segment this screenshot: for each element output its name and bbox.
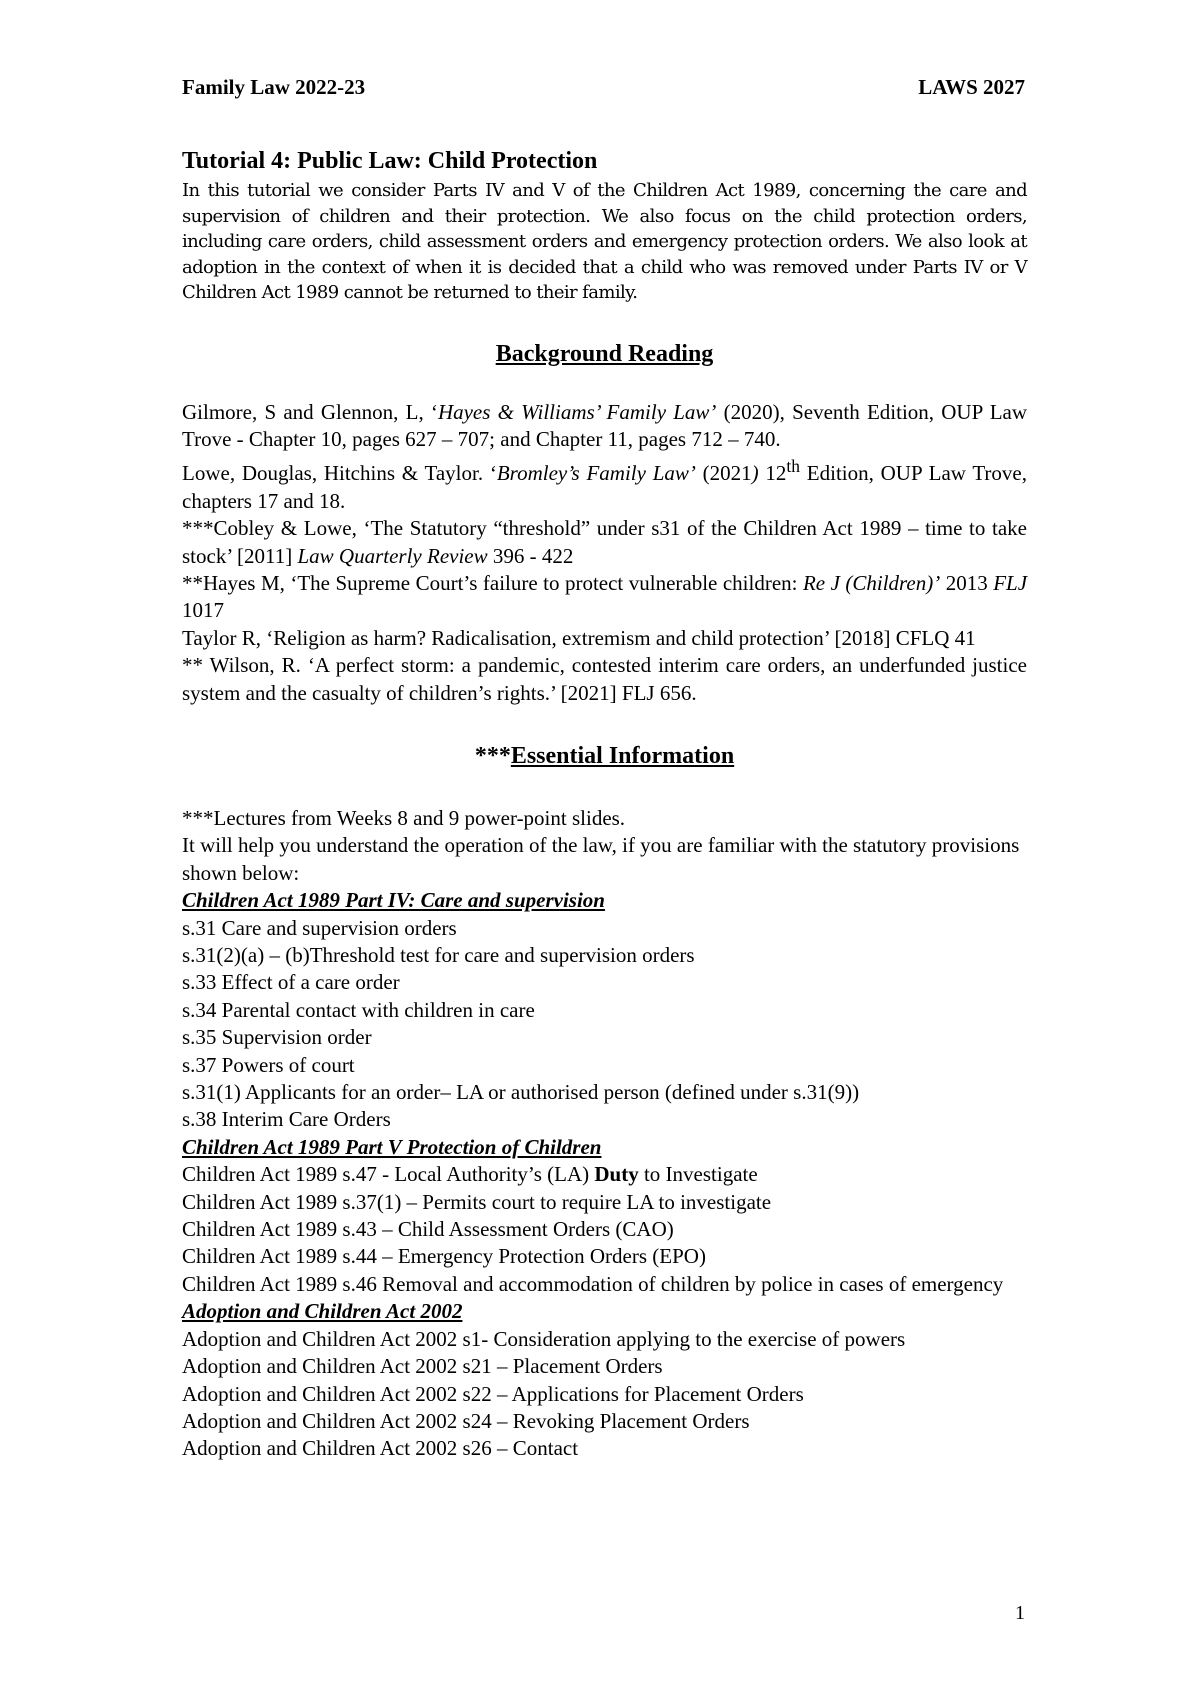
provision-item: s.31(1) Applicants for an order– LA or authorised person (defined under s.31(9)) bbox=[182, 1080, 860, 1105]
adoption-act-title: Adoption and Children Act 2002 bbox=[182, 1299, 463, 1324]
reading-item: ***Cobley & Lowe, ‘The Statutory “threshold” under s31 of the Children Act 1989 – time to take stock’ [2011] Law Quarterly Review 396 - 422 bbox=[182, 516, 1027, 568]
background-reading-heading-text: Background Reading bbox=[495, 340, 714, 367]
provision-item: s.34 Parental contact with children in care bbox=[182, 997, 535, 1022]
header-course-code: LAWS 2027 bbox=[918, 75, 1025, 99]
reading-item: Gilmore, S and Glennon, L, ‘Hayes & Williams’ Family Law’ (2020), Seventh Edition, OUP Law Trove - Chapter 10, pages 627 – 707; and Chapter 11, pages 712 – 740. bbox=[182, 399, 1028, 451]
tutorial-intro: In this tutorial we consider Parts IV and V of the Children Act 1989, concerning the care and supervision of children and their protection. We also focus on the child protection orders, including care orders, child assessment orders and emergency protection orders. We also look at adoption in the context of when it is decided that a child who was removed under Parts IV or V Children Act 1989 cannot be returned to their family. bbox=[182, 180, 1027, 303]
page-number: 1 bbox=[1015, 1602, 1025, 1624]
provision-item: Children Act 1989 s.37(1) – Permits court to require LA to investigate bbox=[182, 1189, 772, 1214]
reading-item: Lowe, Douglas, Hitchins & Taylor. ‘Bromley’s Family Law’ (2021) 12th Edition, OUP Law Trove, chapters 17 and 18. bbox=[182, 456, 1027, 513]
provision-item: s.37 Powers of court bbox=[182, 1052, 355, 1077]
book-title: Bromley’s Family Law’ bbox=[496, 461, 696, 486]
journal-title: FLJ bbox=[993, 570, 1028, 595]
provision-item: s.38 Interim Care Orders bbox=[182, 1107, 391, 1132]
book-title: Hayes & Williams’ Family Law’ bbox=[437, 399, 717, 424]
help-note: It will help you understand the operation of the law, if you are familiar with the statutory provisions shown below: bbox=[182, 833, 1020, 885]
part-iv-title: Children Act 1989 Part IV: Care and supervision bbox=[182, 888, 605, 913]
provision-item: s.35 Supervision order bbox=[182, 1025, 372, 1050]
provision-item: Adoption and Children Act 2002 s1- Consideration applying to the exercise of powers bbox=[182, 1326, 906, 1351]
lectures-note: ***Lectures from Weeks 8 and 9 power-point slides. bbox=[182, 805, 626, 830]
reading-item: ** Wilson, R. ‘A perfect storm: a pandemic, contested interim care orders, an underfunded justice system and the casualty of children’s rights.’ [2021] FLJ 656. bbox=[182, 653, 1027, 705]
case-name: Re J (Children)’ bbox=[802, 570, 941, 595]
essential-information bbox=[182, 805, 1027, 1463]
journal-title: Law Quarterly Review bbox=[297, 543, 488, 568]
part-v-title: Children Act 1989 Part V Protection of Children bbox=[182, 1134, 602, 1159]
tutorial-title: Tutorial 4: Public Law: Child Protection bbox=[182, 148, 598, 174]
provision-item: Children Act 1989 s.46 Removal and accommodation of children by police in cases of emergency bbox=[182, 1271, 1004, 1296]
background-reading-heading bbox=[182, 339, 1027, 369]
reading-list bbox=[182, 399, 1027, 707]
essential-information-heading: ***Essential Information bbox=[474, 742, 735, 769]
header-course: Family Law 2022-23 bbox=[182, 75, 366, 99]
provision-item: Children Act 1989 s.43 – Child Assessment Orders (CAO) bbox=[182, 1217, 674, 1242]
reading-item: **Hayes M, ‘The Supreme Court’s failure to protect vulnerable children: Re J (Children)’ 2013 FLJ 1017 bbox=[182, 570, 1028, 623]
provision-item: Adoption and Children Act 2002 s24 – Revoking Placement Orders bbox=[182, 1408, 750, 1433]
provision-item: s.33 Effect of a care order bbox=[182, 970, 400, 995]
provision-item: Children Act 1989 s.47 - Local Authority’s (LA) Duty to Investigate bbox=[182, 1162, 758, 1187]
provision-item: Adoption and Children Act 2002 s26 – Contact bbox=[182, 1436, 579, 1461]
provision-item: s.31 Care and supervision orders bbox=[182, 915, 457, 940]
provision-item: Adoption and Children Act 2002 s22 – Applications for Placement Orders bbox=[182, 1381, 804, 1406]
provision-item: Adoption and Children Act 2002 s21 – Placement Orders bbox=[182, 1354, 663, 1379]
provision-item: s.31(2)(a) – (b)Threshold test for care and supervision orders bbox=[182, 943, 695, 967]
essential-information-heading-text: Essential Information bbox=[510, 742, 735, 769]
provision-item: Children Act 1989 s.44 – Emergency Protection Orders (EPO) bbox=[182, 1244, 706, 1269]
reading-item: Taylor R, ‘Religion as harm? Radicalisation, extremism and child protection’ [2018] CFLQ 41 bbox=[182, 625, 976, 650]
page-content bbox=[182, 146, 1027, 1463]
